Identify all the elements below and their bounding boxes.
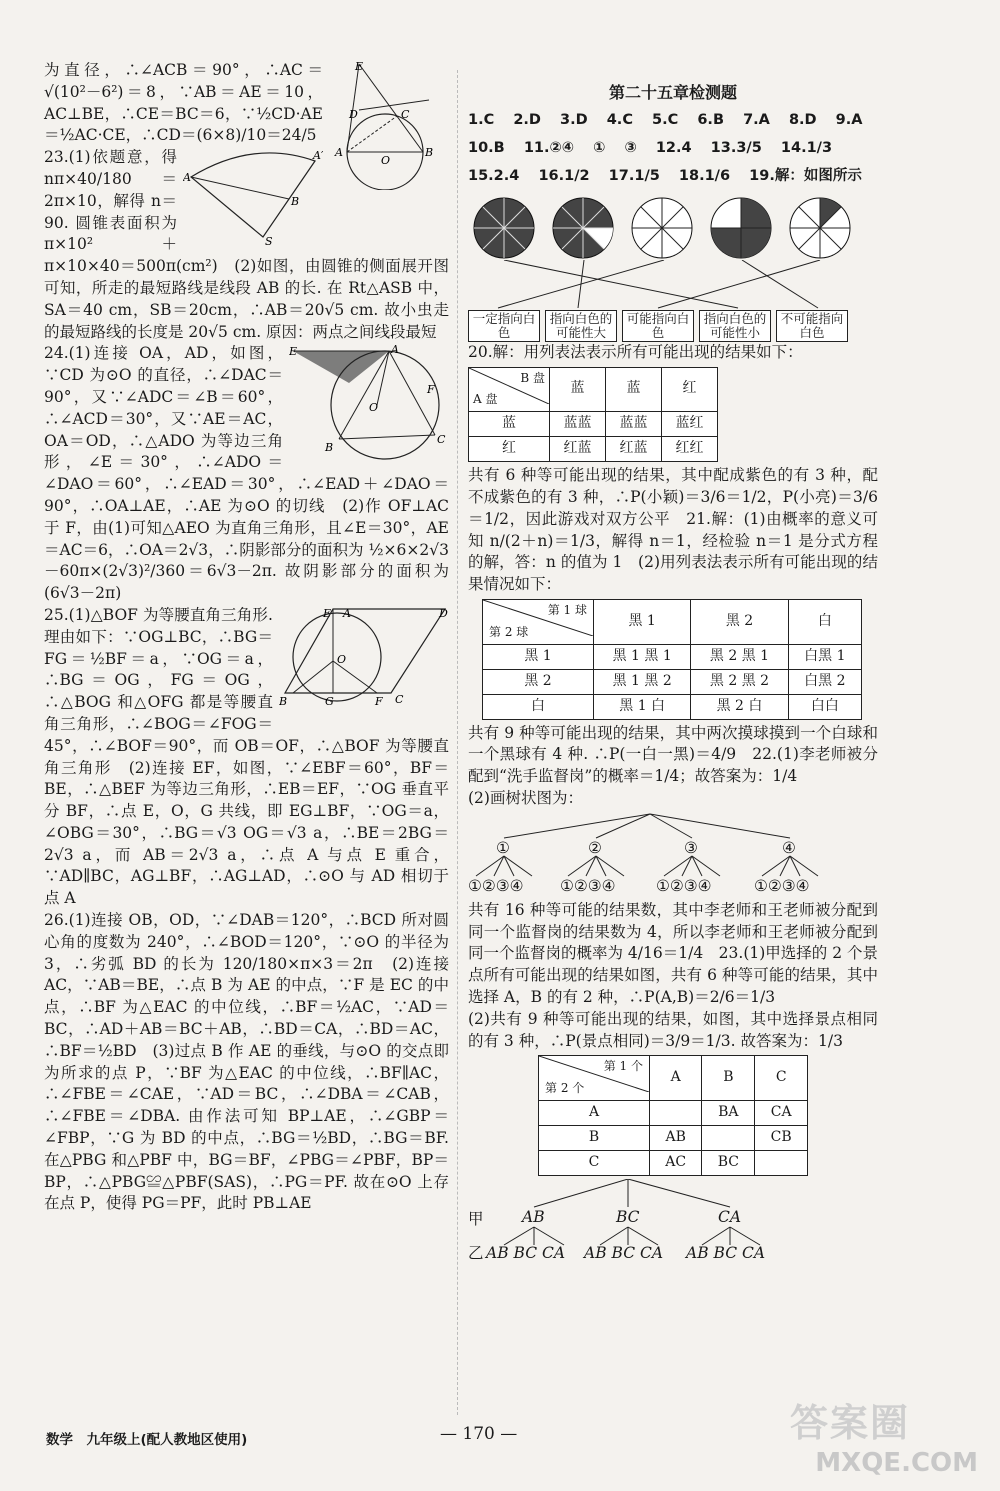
spinner-label: 不可能指向白色 <box>776 310 848 342</box>
svg-text:D: D <box>349 108 358 121</box>
svg-text:C: C <box>437 433 446 447</box>
svg-text:E: E <box>323 606 332 620</box>
answer-22-tree-intro: (2)画树状图为： <box>468 788 583 807</box>
svg-text:C: C <box>395 692 404 706</box>
svg-text:F: F <box>427 383 435 397</box>
matching-lines <box>468 260 848 310</box>
table-row <box>469 412 718 437</box>
table-row <box>483 644 862 669</box>
spinner-all-dark <box>472 196 536 260</box>
watermark-logo-graphic <box>790 1398 970 1446</box>
tree-node: ④ <box>782 838 796 857</box>
answer-25-text: 25.(1)△BOF 为等腰直角三角形. 理由如下：∵OG⊥BC，∴BG＝FG＝½BF＝a，∵OG＝a，∴BG＝OG，FG＝OG，∴△BOG 和△OFG 都是等腰直角三角形，∴∠BOG＝∠FOG＝45°，∴∠BOF＝90°，而 OB＝OF，∴△BOF 为等腰直角三角形 (2)连接 EF，如图，∵∠EBF＝60°，BF＝BE，∴△BEF 为等边三角形，∴EB＝EF，∵OG 垂直平分 BF，∴点 E，O，G 共线，即 EG⊥BF，∵OG＝a，∠OBG＝30°，∴BG＝√3 OG＝√3 a，∴BE＝2BG＝2√3 a，而 AB＝2√3 a，∴点 A 与点 E 重合，∵AD∥BC，AG⊥BF，∴AG⊥AD，∴⊙O 与 AD 相切于点 A <box>44 605 449 908</box>
table-header: 黑 1 <box>594 599 691 644</box>
tree-node: ① <box>496 838 510 857</box>
svg-text:B: B <box>279 694 288 708</box>
answer-item: 18.1/6 <box>678 167 731 184</box>
spinner-all-white <box>630 196 694 260</box>
tree-leaves: ①②③④ <box>468 876 524 895</box>
table-cell: 黑 1 <box>483 644 594 669</box>
answer-item: 7.A <box>743 111 770 128</box>
answer-item: 9.A <box>835 111 863 128</box>
spinner-label: 指向白色的可能性大 <box>545 310 617 342</box>
svg-text:O: O <box>381 154 391 167</box>
spinner-mostly-dark <box>551 196 615 260</box>
table-cell: 黑 1 黑 1 <box>594 644 691 669</box>
circle-shaded-figure-24 <box>289 343 449 463</box>
table-row <box>539 1125 808 1150</box>
tree-node: ③ <box>684 838 698 857</box>
svg-text:S: S <box>265 235 273 248</box>
spinner-label: 可能指向白色 <box>622 310 694 342</box>
tree-label-jia: 甲 <box>468 1209 484 1228</box>
svg-text:C: C <box>401 108 410 121</box>
answer-item: 6.B <box>697 111 724 128</box>
table-cell: 黑 2 白 <box>691 694 788 719</box>
table-header: 白 <box>788 599 861 644</box>
spinner-one-dark <box>788 196 852 260</box>
table-cell: 黑 2 黑 2 <box>691 669 788 694</box>
corner-bottom: 第 2 球 <box>489 624 529 639</box>
circle-parallelogram-figure-25 <box>279 605 449 715</box>
svg-text:B: B <box>425 146 434 159</box>
tree-leaves: AB BC CA <box>686 1243 766 1262</box>
table-cell: 黑 2 黑 1 <box>691 644 788 669</box>
table-cell: C <box>539 1150 650 1175</box>
table-row <box>539 1150 808 1175</box>
table-cell <box>755 1150 808 1175</box>
svg-text:D: D <box>439 606 448 620</box>
answer-item: 3.D <box>560 111 588 128</box>
table-cell: 黑 1 白 <box>594 694 691 719</box>
table-cell: 白黑 1 <box>788 644 861 669</box>
spinner-mostly-white <box>709 196 773 260</box>
answer-23-text: 23.(1)依题意，得 nπ×40/180＝2π×10，解得 n＝90. 圆锥表面积为 π×10²＋π×10×40＝500π(cm²) (2)如图，由圆锥的侧面展开图可知，所走的最短路线是线段 AB 的长. 在 Rt△ASB 中，SA＝40 cm，SB＝20cm，∴AB＝20√5 cm. 故小虫走的最短路线的长度是 20√5 cm. 原因：两点之间线段最短 <box>44 148 449 341</box>
table-header: 蓝 <box>550 367 606 412</box>
tree-node: CA <box>718 1207 742 1226</box>
corner-top: 第 1 球 <box>547 602 587 617</box>
answer-item: 4.C <box>606 111 633 128</box>
table-row <box>483 694 862 719</box>
svg-text:A: A <box>391 343 399 357</box>
table-cell: 白白 <box>788 694 861 719</box>
table-cell: 黑 1 黑 2 <box>594 669 691 694</box>
tree-leaves: AB BC CA <box>584 1243 664 1262</box>
svg-text:E: E <box>355 60 364 73</box>
spinner-label: 指向白色的可能性小 <box>699 310 771 342</box>
table-cell: AB <box>650 1125 702 1150</box>
table-cell: BC <box>702 1150 755 1175</box>
table-cell: A <box>539 1100 650 1125</box>
answer-item: 10.B <box>468 139 505 156</box>
answer-item: 8.D <box>788 111 817 128</box>
table-cell: 白 <box>483 694 594 719</box>
footer-subject: 数学 九年级上(配人教地区使用) <box>46 1432 248 1448</box>
answer-21-22-text: 共有 9 种等可能出现的结果，其中两次摸球摸到一个白球和一个黑球有 4 种. ∴P(一白一黑)＝4/9 22.(1)李老师被分配到“洗手监督岗”的概率＝1/4；故答案为：1/4 <box>468 723 878 786</box>
svg-text:E: E <box>289 345 298 359</box>
svg-text:O: O <box>369 401 379 415</box>
page-number: — 170 — <box>440 1424 518 1444</box>
table-row <box>469 437 718 462</box>
corner-bottom: A 盘 <box>473 392 498 407</box>
tree-diagram-spots <box>468 1179 868 1263</box>
table-cell <box>650 1100 702 1125</box>
table-cell: 白黑 2 <box>788 669 861 694</box>
svg-text:B: B <box>325 441 334 455</box>
answer-item: 5.C <box>652 111 679 128</box>
answer-22-text: 为直径，∴∠ACB＝90°，∴AC＝√(10²－6²)＝8，∵AB＝AE＝10，AC⊥BE，∴CE＝BC＝6，∵½CD·AE＝½AC·CE，∴CD＝(6×8)/10＝24/5 <box>44 61 323 145</box>
table-scenic-spots <box>538 1055 808 1176</box>
tree-leaves: ①②③④ <box>656 876 712 895</box>
table-corner <box>483 599 594 644</box>
answer-23-part2-text: (2)共有 9 种等可能出现的结果，如图，其中选择景点相同的有 3 种，∴P(景点相同)＝3/9＝1/3. 故答案为：1/3 <box>468 1009 878 1050</box>
answer-item: ③ <box>624 139 637 156</box>
tree-node: AB <box>522 1207 545 1226</box>
table-cell: 蓝蓝 <box>550 412 606 437</box>
table-color-pairs <box>468 367 718 463</box>
table-corner <box>539 1056 650 1101</box>
answer-item: ① <box>593 139 606 156</box>
table-cell: 红 <box>469 437 550 462</box>
table-header: A <box>650 1056 702 1101</box>
answer-20-text: 20.解：用列表法表示所有可能出现的结果如下： <box>468 342 803 361</box>
svg-text:A: A <box>183 171 191 185</box>
tree-node: BC <box>616 1207 640 1226</box>
svg-text:A′: A′ <box>313 149 323 163</box>
svg-text:B: B <box>291 195 300 209</box>
tree-leaves: ①②③④ <box>560 876 616 895</box>
answer-item: 17.1/5 <box>608 167 660 184</box>
answer-item: 14.1/3 <box>780 139 833 156</box>
corner-top: 第 1 个 <box>603 1059 643 1074</box>
tree-leaves: AB BC CA <box>486 1243 566 1262</box>
chapter-title: 第二十五章检测题 <box>608 83 737 102</box>
tree-node: ② <box>588 838 602 857</box>
table-cell <box>702 1125 755 1150</box>
answer-key <box>468 106 878 190</box>
table-cell: 黑 2 <box>483 669 594 694</box>
circle-tangent-figure-22 <box>329 60 449 190</box>
answer-item: 1.C <box>468 111 495 128</box>
svg-text:A: A <box>335 146 343 159</box>
left-column <box>44 60 449 1215</box>
table-cell: 红蓝 <box>606 437 662 462</box>
answer-item: 11.②④ <box>523 139 575 156</box>
table-cell: B <box>539 1125 650 1150</box>
spinner-row <box>472 196 852 260</box>
watermark-url: MXQE.COM <box>815 1448 978 1478</box>
answer-26-text: 26.(1)连接 OB，OD，∵∠DAB＝120°，∴BCD 所对圆心角的度数为 240°，∴∠BOD＝120°，∵⊙O 的半径为 3，∴劣弧 BD 的长为 120/180×π×3＝2π (2)连接 AC，∵AB＝BE，∴点 B 为 AE 的中点，∵F 是 EC 的中点，∴BF 为△EAC 的中位线，∴BF＝½AC，∵AD＝BC，∴AD＋AB＝BC＋AB，∴BD＝CA，∴BD＝AC，∴BF＝½BD (3)过点 B 作 AE 的垂线，与⊙O 的交点即为所求的点 P，∵BF 为△EAC 的中位线，∴BF∥AC，∴∠FBE＝∠CAE，∵AD＝BC，∴∠DBA＝∠CAB，∴∠FBE＝∠DBA. 由作法可知 BP⊥AE，∴∠GBP＝∠FBP，∵G 为 BD 的中点，∴BG＝½BD，∴BG＝BF. 在△PBG 和△PBF 中，BG＝BF，∠PBG＝∠PBF，BP＝BP，∴△PBG≌△PBF(SAS)，∴PG＝PF. 故在⊙O 上存在点 P，使得 PG＝PF，此时 PB⊥AE <box>44 911 449 1213</box>
table-header: 黑 2 <box>691 599 788 644</box>
table-cell: CB <box>755 1125 808 1150</box>
table-cell: 蓝红 <box>662 412 718 437</box>
column-divider <box>457 70 459 1415</box>
table-header: C <box>755 1056 808 1101</box>
answer-item: 16.1/2 <box>538 167 590 184</box>
table-ball-pairs <box>482 599 862 720</box>
tree-diagram-posts <box>468 810 868 900</box>
table-header: 红 <box>662 367 718 412</box>
table-corner <box>469 367 550 412</box>
answer-item: 12.4 <box>655 139 692 156</box>
corner-top: B 盘 <box>520 370 545 385</box>
table-cell: CA <box>755 1100 808 1125</box>
spinner-label: 一定指向白色 <box>468 310 540 342</box>
svg-text:O: O <box>337 652 347 666</box>
table-cell: 蓝蓝 <box>606 412 662 437</box>
tree-label-yi: 乙 <box>468 1243 484 1262</box>
table-header: 蓝 <box>606 367 662 412</box>
table-cell: BA <box>702 1100 755 1125</box>
table-row <box>539 1100 808 1125</box>
corner-bottom: 第 2 个 <box>545 1081 585 1096</box>
table-cell: 红蓝 <box>550 437 606 462</box>
right-column <box>468 82 878 1263</box>
tree-leaves: ①②③④ <box>754 876 810 895</box>
answer-24-text: 24.(1)连接 OA，AD，如图，∵CD 为⊙O 的直径，∴∠DAC＝90°，又∵∠ADC＝∠B＝60°，∴∠ACD＝30°，又∵AE＝AC，OA＝OD，∴△ADO 为等边三角形，∠E＝30°，∴∠ADO＝∠DAO＝60°，∴∠EAD＝30°，∴∠EAD＋∠DAO＝90°，∴OA⊥AE，∴AE 为⊙O 的切线 (2)作 OF⊥AC 于 F，由(1)可知△AEO 为直角三角形，且∠E＝30°，AE＝AC＝6，∴OA＝2√3，∴阴影部分的面积为 ½×6×2√3－60π×(2√3)²/360＝6√3－2π. 故阴影部分的面积为(6√3－2π) <box>44 344 449 603</box>
table-cell: AC <box>650 1150 702 1175</box>
table-row <box>483 669 862 694</box>
answer-item: 13.3/5 <box>710 139 762 156</box>
answer-item: 19.解：如图所示 <box>749 167 862 184</box>
svg-text:A: A <box>343 606 351 620</box>
table-cell: 红红 <box>662 437 718 462</box>
watermark-logo <box>790 1398 970 1455</box>
svg-text:G: G <box>325 694 334 708</box>
answer-22-23-text: 共有 16 种等可能的结果数，其中李老师和王老师被分配到同一个监督岗的结果数为 4，所以李老师和王老师被分配到同一个监督岗的概率为 4/16＝1/4 23.(1)甲选择的 2 个景点所有可能出现的结果如图，共有 6 种等可能的结果，其中选择 A，B 的有 2 种，∴P(A,B)＝2/6＝1/3 <box>468 900 879 1006</box>
spinner-labels <box>468 310 848 342</box>
answer-item: 15.2.4 <box>468 167 520 184</box>
answer-item: 2.D <box>513 111 541 128</box>
cone-net-figure-23 <box>183 147 323 247</box>
answer-20-21-text: 共有 6 种等可能出现的结果，其中配成紫色的有 3 种，配不成紫色的有 3 种，∴P(小颖)＝3/6＝1/2，P(小亮)＝3/6＝1/2，因此游戏对双方公平 21.解：(1)由概率的意义可知 n/(2＋n)＝1/3，解得 n＝1，经检验 n＝1 是分式方程的解，答：n 的值为 1 (2)用列表法表示所有可能出现的结果情况如下： <box>468 466 878 594</box>
table-header: B <box>702 1056 755 1101</box>
table-cell: 蓝 <box>469 412 550 437</box>
svg-text:F: F <box>375 694 383 708</box>
svg-text:答案圈: 答案圈 <box>790 1401 911 1445</box>
